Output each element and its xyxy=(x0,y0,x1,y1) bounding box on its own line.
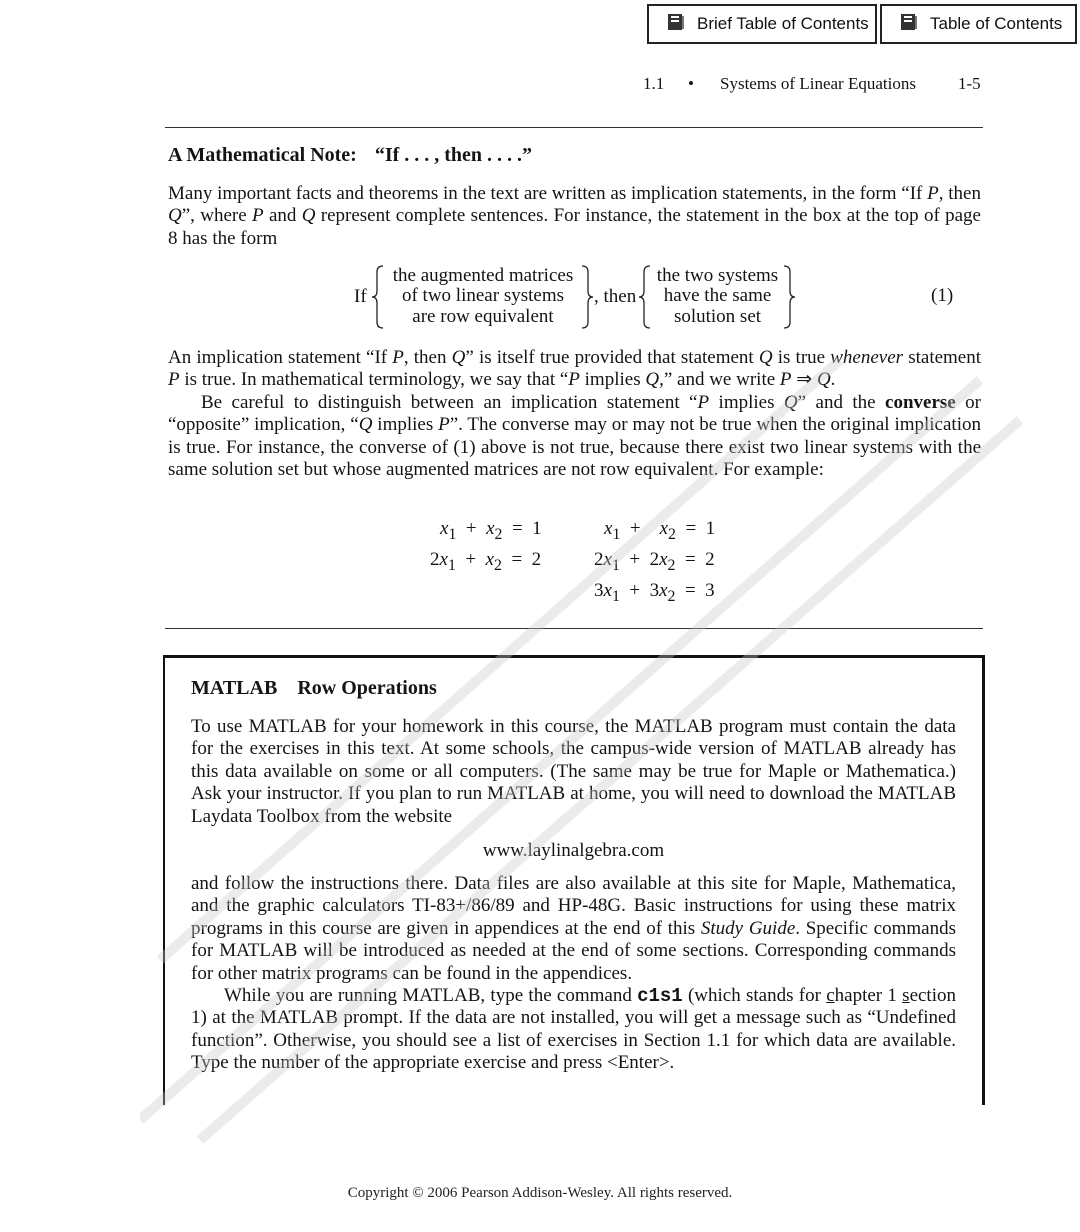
left-close-brace xyxy=(580,264,594,330)
right-close-brace xyxy=(782,264,796,330)
matlab-paragraph-3: While you are running MATLAB, type the command c1s1 (which stands for chapter 1 section 1) at the MATLAB prompt. If the data are not installed, you will get a message such as “Undefined function”. Otherwise, you should see a list of exercises in Section 1.1 for which data are available. Type the number of the appropriate exercise and press <Enter>. xyxy=(191,985,956,1074)
copyright-notice: Copyright © 2006 Pearson Addison-Wesley. All rights reserved. xyxy=(347,1185,733,1201)
section-title: Systems of Linear Equations xyxy=(720,74,916,93)
left-line-1: the augmented matrices xyxy=(392,265,574,286)
toc-label: Table of Contents xyxy=(930,14,1063,33)
right-system-row-3: $3x_1 + 3x_2 = 3$ xyxy=(594,580,715,605)
note-paragraph-2: An implication statement “If P, then Q” is itself true provided that statement Q is true whenever statement P is true. In mathematical terminology, we say that “P implies Q,” and we write P ⇒ Q. xyxy=(168,347,982,391)
note-paragraph-3: Be careful to distinguish between an implication statement “P implies Q” and the converse or “opposite” implication, “Q implies P”. The converse may or may not be true when the original implication is true. For instance, the converse of (1) above is not true, because there exist two linear systems with the same solution set but whose augmented matrices are not row equivalent. For example: xyxy=(168,392,981,481)
matlab-paragraph-1: To use MATLAB for your homework in this course, the MATLAB program must contain the data for the exercises in this text. At some schools, the campus-wide version of MATLAB already has this data available on some or all computers. (The same may be true for Maple or Mathematica.) Ask your instructor. If you plan to run MATLAB at home, you will need to download the MATLAB Laydata Toolbox from the website xyxy=(191,716,956,827)
if-word: If xyxy=(354,286,367,307)
note-heading: A Mathematical Note: “If . . . , then . . . .” xyxy=(168,144,533,166)
page-number: 1-5 xyxy=(958,74,981,93)
right-line-2: have the same xyxy=(663,285,772,307)
left-system-row-1: $x_1 + x_2 = 1$ xyxy=(440,518,542,543)
right-line-1: the two systems xyxy=(656,265,779,286)
top-divider xyxy=(165,127,983,128)
brief-table-of-contents-button[interactable] xyxy=(647,4,877,44)
right-system-row-2: $2x_1 + 2x_2 = 2$ xyxy=(594,549,715,574)
right-system-row-1: $x_1$ + $x_2 = 1$ xyxy=(604,518,716,543)
matlab-paragraph-2: and follow the instructions there. Data files are also available at this site for Maple, Mathematica, and the graphic calculators TI-83+/86/89 and HP-48G. Basic instructions for using these matrix programs in this course are given in appendices at the end of this Study Guide. Specific commands for MATLAB will be introduced as needed at the end of some sections. Corresponding commands for other matrix programs can be found in the appendices. xyxy=(191,873,956,984)
matlab-heading: MATLAB Row Operations xyxy=(191,677,437,699)
table-of-contents-button[interactable] xyxy=(880,4,1077,44)
left-line-3: are row equivalent xyxy=(412,305,554,327)
then-word: , then xyxy=(594,286,637,307)
brief-toc-label: Brief Table of Contents xyxy=(697,14,869,33)
section-bullet: • xyxy=(688,74,694,93)
section-number: 1.1 xyxy=(643,74,665,93)
note-paragraph-1: Many important facts and theorems in the text are written as implication statements, in the form “If P, then Q”, where P and Q represent complete sentences. For instance, the statement in the box at the top of page 8 has the form xyxy=(168,183,981,249)
left-line-2: of two linear systems xyxy=(401,285,564,307)
equation-label: (1) xyxy=(931,285,954,306)
command-code: c1s1 xyxy=(637,985,683,1007)
bottom-divider xyxy=(165,628,983,629)
left-system-row-2: $2x_1 + x_2 = 2$ xyxy=(430,549,542,574)
book-icon xyxy=(667,13,685,36)
book-icon xyxy=(900,13,918,36)
website-url: www.laylinalgebra.com xyxy=(482,840,665,861)
right-line-3: solution set xyxy=(673,305,762,327)
